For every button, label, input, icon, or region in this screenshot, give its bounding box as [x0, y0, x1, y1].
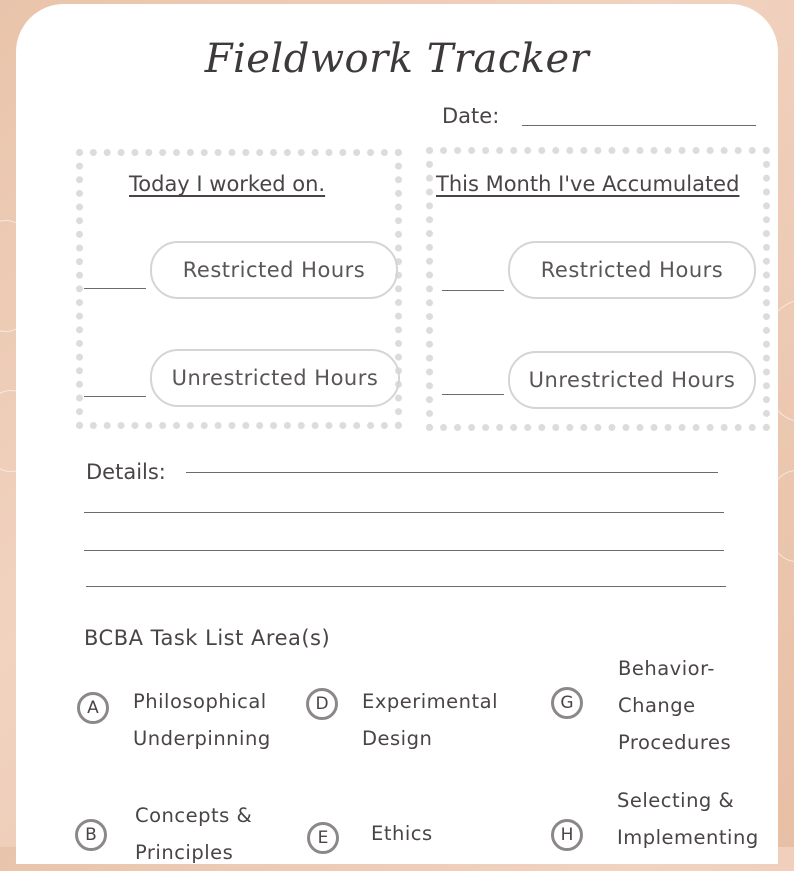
task-list-title: BCBA Task List Area(s)	[84, 626, 331, 650]
task-letter: A	[87, 698, 99, 718]
task-line: Selecting &	[617, 789, 735, 812]
task-d-circle[interactable]	[306, 688, 338, 720]
details-line[interactable]	[84, 512, 724, 513]
task-letter: B	[85, 825, 97, 845]
task-letter: D	[315, 694, 329, 714]
month-unrestricted-pill: Unrestricted Hours	[508, 351, 756, 409]
details-line[interactable]	[186, 472, 718, 473]
page-title: Fieldwork Tracker	[204, 36, 590, 82]
task-letter: E	[317, 828, 329, 848]
month-unrestricted-blank[interactable]	[442, 394, 504, 395]
month-restricted-pill: Restricted Hours	[508, 241, 756, 299]
task-line: Experimental	[362, 690, 499, 713]
task-e-circle[interactable]	[307, 822, 339, 854]
task-g-text	[618, 650, 731, 761]
task-line: Ethics	[371, 822, 433, 845]
today-restricted-pill: Restricted Hours	[150, 241, 398, 299]
date-field[interactable]	[522, 125, 756, 126]
task-line: Procedures	[618, 731, 732, 754]
task-line: Philosophical	[133, 690, 267, 713]
today-unrestricted-blank[interactable]	[84, 396, 146, 397]
task-line: Principles	[135, 841, 234, 864]
month-restricted-blank[interactable]	[442, 290, 504, 291]
month-heading: This Month I've Accumulated	[436, 172, 740, 196]
task-e-text	[371, 815, 433, 852]
task-h-text	[617, 782, 759, 856]
task-a-text	[133, 683, 271, 757]
task-b-text	[135, 797, 252, 871]
today-unrestricted-pill: Unrestricted Hours	[150, 349, 400, 407]
details-line[interactable]	[84, 550, 724, 551]
task-letter: G	[560, 693, 574, 713]
details-line[interactable]	[86, 586, 726, 587]
task-line: Design	[362, 727, 433, 750]
date-label: Date:	[442, 104, 500, 128]
task-letter: H	[560, 825, 574, 845]
task-line: Underpinning	[133, 727, 271, 750]
task-h-circle[interactable]	[551, 819, 583, 851]
task-a-circle[interactable]	[77, 692, 109, 724]
tracker-card	[16, 4, 778, 864]
task-line: Implementing	[617, 826, 759, 849]
task-line: Concepts &	[135, 804, 253, 827]
task-g-circle[interactable]	[551, 687, 583, 719]
today-restricted-blank[interactable]	[84, 288, 146, 289]
today-heading: Today I worked on.	[129, 172, 326, 196]
details-label: Details:	[86, 460, 166, 484]
task-b-circle[interactable]	[75, 819, 107, 851]
task-d-text	[362, 683, 498, 757]
task-line: Change	[618, 694, 696, 717]
task-line: Behavior-	[618, 657, 715, 680]
